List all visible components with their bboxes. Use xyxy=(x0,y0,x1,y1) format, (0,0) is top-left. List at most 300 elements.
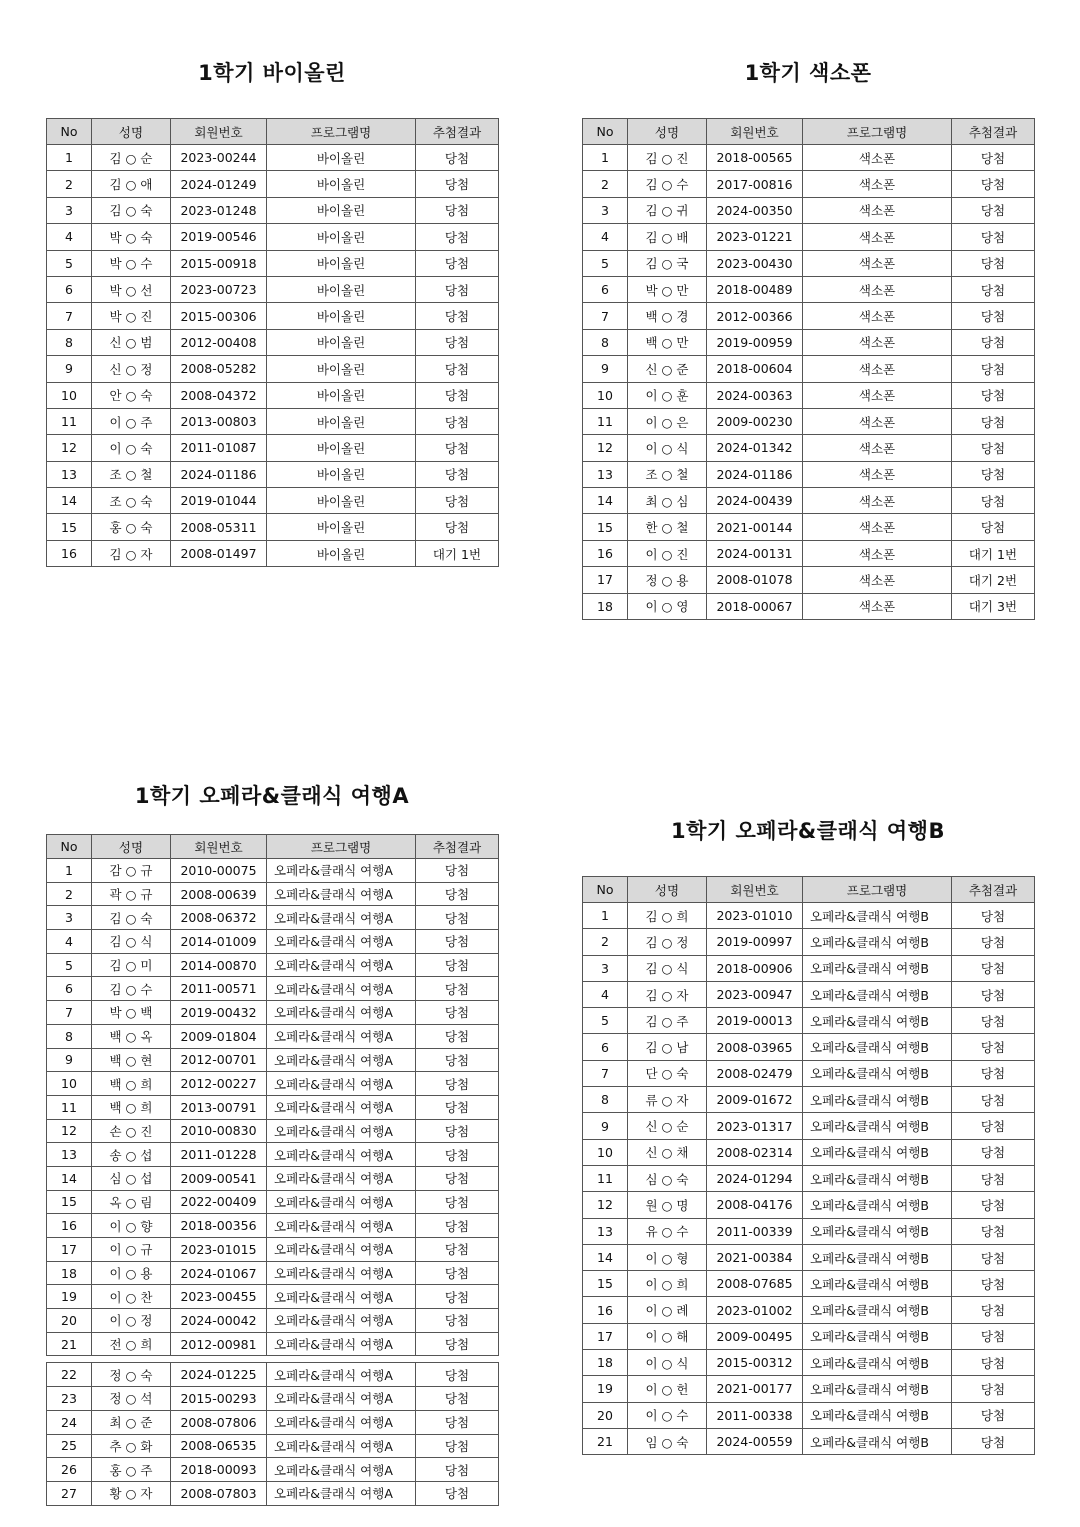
table-row xyxy=(47,1481,499,1505)
no-cell: 3 xyxy=(47,906,92,930)
name-cell: 김 ○ 순 xyxy=(92,145,171,171)
member-id-cell: 2013-00791 xyxy=(171,1095,267,1119)
result-cell: 당첨 xyxy=(416,1190,499,1214)
table-row xyxy=(47,435,499,461)
no-cell: 2 xyxy=(583,171,628,197)
table-row xyxy=(47,1214,499,1238)
member-id-cell: 2012-00227 xyxy=(171,1072,267,1096)
name-cell: 김 ○ 수 xyxy=(92,977,171,1001)
no-cell: 12 xyxy=(47,1119,92,1143)
no-cell: 10 xyxy=(583,1139,628,1165)
result-cell: 당첨 xyxy=(952,1376,1035,1402)
name-cell: 이 ○ 형 xyxy=(628,1244,707,1270)
member-id-cell: 2008-05311 xyxy=(171,514,267,540)
name-cell: 최 ○ 준 xyxy=(92,1410,171,1434)
no-cell: 9 xyxy=(47,1048,92,1072)
member-id-cell: 2021-00144 xyxy=(707,514,803,540)
no-cell: 9 xyxy=(583,1113,628,1139)
table-row xyxy=(47,488,499,514)
result-cell: 당첨 xyxy=(952,408,1035,434)
table-row xyxy=(583,593,1035,619)
result-cell: 당첨 xyxy=(416,1332,499,1356)
result-cell: 당첨 xyxy=(416,488,499,514)
no-cell: 15 xyxy=(47,514,92,540)
member-id-cell: 2023-01010 xyxy=(707,903,803,929)
table-row xyxy=(47,1190,499,1214)
member-id-cell: 2014-01009 xyxy=(171,930,267,954)
member-id-cell: 2023-00947 xyxy=(707,981,803,1007)
lottery-table-saxophone xyxy=(582,118,1035,620)
name-cell: 김 ○ 애 xyxy=(92,171,171,197)
table-row xyxy=(583,145,1035,171)
table-row xyxy=(583,955,1035,981)
member-id-cell: 2019-00959 xyxy=(707,329,803,355)
result-cell: 당첨 xyxy=(952,329,1035,355)
table-row xyxy=(47,1309,499,1333)
program-cell: 오페라&클래식 여행B xyxy=(803,929,952,955)
name-cell: 임 ○ 숙 xyxy=(628,1428,707,1454)
no-cell: 6 xyxy=(47,276,92,302)
no-cell: 26 xyxy=(47,1458,92,1482)
program-cell: 색소폰 xyxy=(803,514,952,540)
member-id-cell: 2019-00546 xyxy=(171,224,267,250)
result-cell: 당첨 xyxy=(416,303,499,329)
no-cell: 16 xyxy=(583,540,628,566)
header-program: 프로그램명 xyxy=(803,877,952,903)
program-cell: 오페라&클래식 여행A xyxy=(267,1332,416,1356)
member-id-cell: 2011-01228 xyxy=(171,1143,267,1167)
no-cell: 12 xyxy=(583,435,628,461)
result-cell: 당첨 xyxy=(416,329,499,355)
lottery-table-opera-b xyxy=(582,876,1035,1455)
table-row xyxy=(583,488,1035,514)
program-cell: 색소폰 xyxy=(803,224,952,250)
name-cell: 김 ○ 귀 xyxy=(628,197,707,223)
result-cell: 당첨 xyxy=(416,906,499,930)
no-cell: 11 xyxy=(47,1095,92,1119)
member-id-cell: 2009-00541 xyxy=(171,1166,267,1190)
program-cell: 오페라&클래식 여행B xyxy=(803,1192,952,1218)
result-cell: 당첨 xyxy=(952,1139,1035,1165)
program-cell: 오페라&클래식 여행B xyxy=(803,1323,952,1349)
table-row xyxy=(583,1218,1035,1244)
member-id-cell: 2023-01248 xyxy=(171,197,267,223)
result-cell: 당첨 xyxy=(416,514,499,540)
member-id-cell: 2009-00495 xyxy=(707,1323,803,1349)
result-cell: 당첨 xyxy=(416,171,499,197)
name-cell: 백 ○ 경 xyxy=(628,303,707,329)
program-cell: 색소폰 xyxy=(803,593,952,619)
table-row xyxy=(47,1238,499,1262)
program-cell: 색소폰 xyxy=(803,250,952,276)
result-cell: 당첨 xyxy=(952,1428,1035,1454)
member-id-cell: 2019-00432 xyxy=(171,1001,267,1025)
name-cell: 이 ○ 용 xyxy=(92,1261,171,1285)
header-no: No xyxy=(47,119,92,145)
program-cell: 오페라&클래식 여행B xyxy=(803,1034,952,1060)
member-id-cell: 2008-03965 xyxy=(707,1034,803,1060)
header-name: 성명 xyxy=(92,835,171,859)
result-cell: 당첨 xyxy=(416,1024,499,1048)
table-row xyxy=(47,250,499,276)
name-cell: 신 ○ 순 xyxy=(628,1113,707,1139)
header-no: No xyxy=(583,119,628,145)
program-cell: 오페라&클래식 여행B xyxy=(803,903,952,929)
no-cell: 18 xyxy=(583,593,628,619)
name-cell: 이 ○ 영 xyxy=(628,593,707,619)
member-id-cell: 2018-00906 xyxy=(707,955,803,981)
name-cell: 이 ○ 식 xyxy=(628,1350,707,1376)
no-cell: 15 xyxy=(583,1271,628,1297)
name-cell: 김 ○ 수 xyxy=(628,171,707,197)
table-row xyxy=(583,303,1035,329)
name-cell: 박 ○ 백 xyxy=(92,1001,171,1025)
table-gap xyxy=(47,1356,499,1363)
program-cell: 오페라&클래식 여행A xyxy=(267,1363,416,1387)
header-name: 성명 xyxy=(628,119,707,145)
header-program: 프로그램명 xyxy=(267,119,416,145)
member-id-cell: 2009-00230 xyxy=(707,408,803,434)
program-cell: 오페라&클래식 여행A xyxy=(267,882,416,906)
program-cell: 색소폰 xyxy=(803,145,952,171)
header-member-id: 회원번호 xyxy=(171,835,267,859)
member-id-cell: 2024-00131 xyxy=(707,540,803,566)
member-id-cell: 2008-04176 xyxy=(707,1192,803,1218)
header-result: 추첨결과 xyxy=(952,119,1035,145)
program-cell: 오페라&클래식 여행A xyxy=(267,1214,416,1238)
table-row xyxy=(583,1271,1035,1297)
program-cell: 오페라&클래식 여행A xyxy=(267,1285,416,1309)
program-cell: 바이올린 xyxy=(267,329,416,355)
table-row xyxy=(583,461,1035,487)
name-cell: 이 ○ 은 xyxy=(628,408,707,434)
result-cell: 당첨 xyxy=(952,1350,1035,1376)
header-no: No xyxy=(583,877,628,903)
table-row xyxy=(47,461,499,487)
member-id-cell: 2008-07806 xyxy=(171,1410,267,1434)
header-name: 성명 xyxy=(628,877,707,903)
header-result: 추첨결과 xyxy=(952,877,1035,903)
name-cell: 박 ○ 만 xyxy=(628,276,707,302)
name-cell: 김 ○ 숙 xyxy=(92,906,171,930)
name-cell: 박 ○ 진 xyxy=(92,303,171,329)
no-cell: 19 xyxy=(583,1376,628,1402)
table-row xyxy=(47,1434,499,1458)
name-cell: 신 ○ 범 xyxy=(92,329,171,355)
no-cell: 1 xyxy=(47,859,92,883)
member-id-cell: 2015-00312 xyxy=(707,1350,803,1376)
result-cell: 당첨 xyxy=(952,1402,1035,1428)
header-no: No xyxy=(47,835,92,859)
name-cell: 조 ○ 숙 xyxy=(92,488,171,514)
member-id-cell: 2008-06535 xyxy=(171,1434,267,1458)
result-cell: 대기 2번 xyxy=(952,567,1035,593)
name-cell: 김 ○ 남 xyxy=(628,1034,707,1060)
program-cell: 오페라&클래식 여행B xyxy=(803,1271,952,1297)
member-id-cell: 2012-00701 xyxy=(171,1048,267,1072)
table-row xyxy=(47,276,499,302)
no-cell: 3 xyxy=(583,197,628,223)
no-cell: 10 xyxy=(47,1072,92,1096)
member-id-cell: 2008-02479 xyxy=(707,1060,803,1086)
table-row xyxy=(47,540,499,566)
result-cell: 당첨 xyxy=(416,1095,499,1119)
table-header-row xyxy=(47,835,499,859)
program-cell: 오페라&클래식 여행A xyxy=(267,1072,416,1096)
table-row xyxy=(47,514,499,540)
result-cell: 당첨 xyxy=(952,303,1035,329)
name-cell: 박 ○ 선 xyxy=(92,276,171,302)
program-cell: 오페라&클래식 여행A xyxy=(267,906,416,930)
no-cell: 3 xyxy=(583,955,628,981)
member-id-cell: 2024-00350 xyxy=(707,197,803,223)
table-gap-cell xyxy=(47,1356,499,1363)
table-row xyxy=(583,1113,1035,1139)
member-id-cell: 2012-00981 xyxy=(171,1332,267,1356)
table-row xyxy=(583,197,1035,223)
result-cell: 당첨 xyxy=(952,981,1035,1007)
table-row xyxy=(47,224,499,250)
result-cell: 당첨 xyxy=(952,461,1035,487)
name-cell: 김 ○ 진 xyxy=(628,145,707,171)
member-id-cell: 2024-01067 xyxy=(171,1261,267,1285)
no-cell: 8 xyxy=(47,1024,92,1048)
no-cell: 3 xyxy=(47,197,92,223)
program-cell: 오페라&클래식 여행B xyxy=(803,1139,952,1165)
table-row xyxy=(47,303,499,329)
no-cell: 7 xyxy=(583,303,628,329)
table-row xyxy=(583,567,1035,593)
program-cell: 오페라&클래식 여행B xyxy=(803,1113,952,1139)
no-cell: 22 xyxy=(47,1363,92,1387)
no-cell: 8 xyxy=(583,1087,628,1113)
member-id-cell: 2011-01087 xyxy=(171,435,267,461)
member-id-cell: 2023-01221 xyxy=(707,224,803,250)
program-cell: 바이올린 xyxy=(267,514,416,540)
result-cell: 당첨 xyxy=(416,276,499,302)
program-cell: 오페라&클래식 여행A xyxy=(267,1309,416,1333)
result-cell: 당첨 xyxy=(952,1297,1035,1323)
result-cell: 당첨 xyxy=(952,1323,1035,1349)
table-row xyxy=(583,1244,1035,1270)
name-cell: 김 ○ 자 xyxy=(628,981,707,1007)
program-cell: 바이올린 xyxy=(267,171,416,197)
table-row xyxy=(47,1001,499,1025)
member-id-cell: 2015-00306 xyxy=(171,303,267,329)
member-id-cell: 2024-01225 xyxy=(171,1363,267,1387)
no-cell: 12 xyxy=(583,1192,628,1218)
program-cell: 색소폰 xyxy=(803,408,952,434)
program-cell: 오페라&클래식 여행A xyxy=(267,859,416,883)
no-cell: 1 xyxy=(583,903,628,929)
member-id-cell: 2010-00830 xyxy=(171,1119,267,1143)
result-cell: 당첨 xyxy=(416,859,499,883)
no-cell: 16 xyxy=(583,1297,628,1323)
header-program: 프로그램명 xyxy=(803,119,952,145)
table-row xyxy=(47,1166,499,1190)
no-cell: 25 xyxy=(47,1434,92,1458)
member-id-cell: 2008-01497 xyxy=(171,540,267,566)
program-cell: 오페라&클래식 여행A xyxy=(267,1143,416,1167)
member-id-cell: 2024-00439 xyxy=(707,488,803,514)
result-cell: 당첨 xyxy=(952,1271,1035,1297)
result-cell: 당첨 xyxy=(952,250,1035,276)
table-row xyxy=(583,435,1035,461)
result-cell: 대기 1번 xyxy=(952,540,1035,566)
table-row xyxy=(583,276,1035,302)
result-cell: 당첨 xyxy=(416,930,499,954)
table-row xyxy=(47,1024,499,1048)
table-row xyxy=(583,224,1035,250)
table-row xyxy=(47,1458,499,1482)
no-cell: 13 xyxy=(583,461,628,487)
program-cell: 오페라&클래식 여행A xyxy=(267,1048,416,1072)
no-cell: 10 xyxy=(583,382,628,408)
member-id-cell: 2008-02314 xyxy=(707,1139,803,1165)
table-row xyxy=(583,1323,1035,1349)
header-program: 프로그램명 xyxy=(267,835,416,859)
member-id-cell: 2008-07685 xyxy=(707,1271,803,1297)
member-id-cell: 2024-00559 xyxy=(707,1428,803,1454)
no-cell: 6 xyxy=(583,276,628,302)
no-cell: 20 xyxy=(47,1309,92,1333)
name-cell: 이 ○ 희 xyxy=(628,1271,707,1297)
result-cell: 당첨 xyxy=(952,356,1035,382)
result-cell: 당첨 xyxy=(952,1034,1035,1060)
result-cell: 당첨 xyxy=(952,1087,1035,1113)
result-cell: 당첨 xyxy=(416,408,499,434)
result-cell: 당첨 xyxy=(416,1048,499,1072)
member-id-cell: 2015-00293 xyxy=(171,1387,267,1411)
header-result: 추첨결과 xyxy=(416,119,499,145)
table-row xyxy=(583,1428,1035,1454)
name-cell: 이 ○ 향 xyxy=(92,1214,171,1238)
result-cell: 당첨 xyxy=(416,1434,499,1458)
no-cell: 5 xyxy=(583,1008,628,1034)
table-row xyxy=(583,1192,1035,1218)
member-id-cell: 2008-05282 xyxy=(171,356,267,382)
name-cell: 조 ○ 철 xyxy=(92,461,171,487)
program-cell: 오페라&클래식 여행B xyxy=(803,1350,952,1376)
program-cell: 오페라&클래식 여행B xyxy=(803,1060,952,1086)
program-cell: 오페라&클래식 여행B xyxy=(803,1087,952,1113)
program-cell: 오페라&클래식 여행A xyxy=(267,1261,416,1285)
header-member-id: 회원번호 xyxy=(707,119,803,145)
name-cell: 정 ○ 숙 xyxy=(92,1363,171,1387)
result-cell: 당첨 xyxy=(952,1192,1035,1218)
member-id-cell: 2011-00338 xyxy=(707,1402,803,1428)
table-row xyxy=(47,329,499,355)
name-cell: 이 ○ 숙 xyxy=(92,435,171,461)
result-cell: 당첨 xyxy=(952,435,1035,461)
no-cell: 1 xyxy=(583,145,628,171)
name-cell: 이 ○ 식 xyxy=(628,435,707,461)
table-row xyxy=(47,408,499,434)
no-cell: 4 xyxy=(583,224,628,250)
no-cell: 24 xyxy=(47,1410,92,1434)
no-cell: 9 xyxy=(583,356,628,382)
table-row xyxy=(583,1060,1035,1086)
member-id-cell: 2024-01249 xyxy=(171,171,267,197)
no-cell: 4 xyxy=(47,930,92,954)
no-cell: 10 xyxy=(47,382,92,408)
result-cell: 당첨 xyxy=(416,1261,499,1285)
member-id-cell: 2024-01342 xyxy=(707,435,803,461)
name-cell: 백 ○ 희 xyxy=(92,1072,171,1096)
program-cell: 오페라&클래식 여행A xyxy=(267,1410,416,1434)
member-id-cell: 2012-00408 xyxy=(171,329,267,355)
lottery-table-violin xyxy=(46,118,499,567)
name-cell: 원 ○ 명 xyxy=(628,1192,707,1218)
program-cell: 오페라&클래식 여행A xyxy=(267,930,416,954)
table-row xyxy=(47,171,499,197)
program-cell: 바이올린 xyxy=(267,408,416,434)
no-cell: 14 xyxy=(47,488,92,514)
table-row xyxy=(47,382,499,408)
program-cell: 색소폰 xyxy=(803,171,952,197)
result-cell: 당첨 xyxy=(416,250,499,276)
member-id-cell: 2023-00723 xyxy=(171,276,267,302)
no-cell: 6 xyxy=(47,977,92,1001)
program-cell: 오페라&클래식 여행B xyxy=(803,1376,952,1402)
name-cell: 곽 ○ 규 xyxy=(92,882,171,906)
table-row xyxy=(47,906,499,930)
program-cell: 오페라&클래식 여행A xyxy=(267,953,416,977)
no-cell: 4 xyxy=(47,224,92,250)
member-id-cell: 2017-00816 xyxy=(707,171,803,197)
no-cell: 17 xyxy=(583,1323,628,1349)
member-id-cell: 2013-00803 xyxy=(171,408,267,434)
result-cell: 당첨 xyxy=(416,224,499,250)
program-cell: 색소폰 xyxy=(803,382,952,408)
table-row xyxy=(47,930,499,954)
result-cell: 당첨 xyxy=(416,1143,499,1167)
result-cell: 당첨 xyxy=(952,145,1035,171)
program-cell: 바이올린 xyxy=(267,145,416,171)
name-cell: 정 ○ 석 xyxy=(92,1387,171,1411)
no-cell: 13 xyxy=(583,1218,628,1244)
table-row xyxy=(583,1402,1035,1428)
program-cell: 바이올린 xyxy=(267,356,416,382)
name-cell: 심 ○ 숙 xyxy=(628,1165,707,1191)
no-cell: 19 xyxy=(47,1285,92,1309)
member-id-cell: 2019-01044 xyxy=(171,488,267,514)
result-cell: 당첨 xyxy=(416,1166,499,1190)
name-cell: 김 ○ 자 xyxy=(92,540,171,566)
result-cell: 당첨 xyxy=(416,197,499,223)
table-row xyxy=(47,882,499,906)
program-cell: 오페라&클래식 여행A xyxy=(267,1119,416,1143)
name-cell: 송 ○ 섭 xyxy=(92,1143,171,1167)
header-member-id: 회원번호 xyxy=(171,119,267,145)
no-cell: 6 xyxy=(583,1034,628,1060)
result-cell: 당첨 xyxy=(416,382,499,408)
table-row xyxy=(583,329,1035,355)
program-cell: 색소폰 xyxy=(803,276,952,302)
program-cell: 바이올린 xyxy=(267,303,416,329)
name-cell: 안 ○ 숙 xyxy=(92,382,171,408)
header-result: 추첨결과 xyxy=(416,835,499,859)
result-cell: 당첨 xyxy=(952,1060,1035,1086)
table-row xyxy=(47,1410,499,1434)
program-cell: 오페라&클래식 여행A xyxy=(267,1190,416,1214)
name-cell: 김 ○ 주 xyxy=(628,1008,707,1034)
section-title-opera-a: 1학기 오페라&클래식 여행A xyxy=(134,784,410,808)
program-cell: 오페라&클래식 여행B xyxy=(803,981,952,1007)
name-cell: 김 ○ 정 xyxy=(628,929,707,955)
member-id-cell: 2024-01186 xyxy=(707,461,803,487)
result-cell: 당첨 xyxy=(952,171,1035,197)
